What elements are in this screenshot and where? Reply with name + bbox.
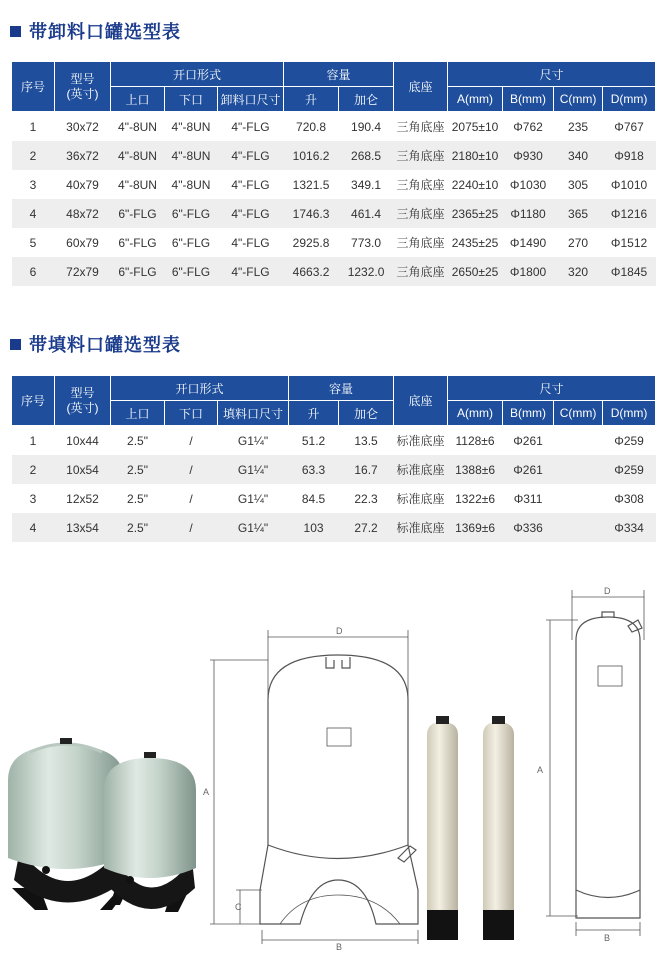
cell-top: 2.5" bbox=[111, 513, 165, 542]
discharge-tank-table bbox=[11, 61, 656, 286]
cell-bottom: / bbox=[165, 455, 218, 484]
cell-side: 4"-FLG bbox=[218, 141, 284, 170]
filling-tank-drawing bbox=[546, 590, 644, 936]
cell-model: 10x44 bbox=[66, 433, 99, 448]
header-size-group: 尺寸 bbox=[448, 62, 656, 87]
header-b: B(mm) bbox=[503, 401, 554, 426]
header-a: A(mm) bbox=[448, 401, 503, 426]
cell-b: Φ261 bbox=[513, 433, 543, 448]
cell-c: 320 bbox=[554, 257, 603, 286]
cell-liter: 63.3 bbox=[289, 455, 339, 484]
cell-a: 1369±6 bbox=[448, 513, 503, 542]
cell-liter: 84.5 bbox=[301, 491, 326, 506]
cell-liter: 103 bbox=[289, 513, 339, 542]
table-row bbox=[12, 112, 656, 142]
cell-side: G1¼" bbox=[218, 455, 289, 484]
cell-bottom: / bbox=[189, 491, 193, 506]
cell-side: 4"-FLG bbox=[218, 257, 284, 286]
header-capacity-group: 容量 bbox=[284, 62, 394, 87]
cell-side: 4"-FLG bbox=[218, 199, 284, 228]
cell-b: Φ336 bbox=[503, 513, 554, 542]
cell-bottom: 4"-8UN bbox=[171, 177, 211, 192]
header-b: B(mm) bbox=[503, 87, 554, 112]
table-row bbox=[12, 170, 656, 199]
cell-bottom: / bbox=[165, 513, 218, 542]
header-bottom: 下口 bbox=[165, 87, 218, 112]
cell-base: 三角底座 bbox=[394, 199, 448, 228]
cell-c: 270 bbox=[568, 235, 589, 250]
filling-tank-table bbox=[11, 375, 656, 542]
header-opening-group: 开口形式 bbox=[111, 62, 284, 87]
cell-top: 4"-8UN bbox=[118, 177, 157, 192]
cell-d: Φ918 bbox=[603, 141, 656, 170]
header-d: D(mm) bbox=[603, 401, 656, 426]
product-illustrations bbox=[0, 570, 665, 968]
cell-bottom: / bbox=[189, 433, 193, 448]
cell-d: Φ334 bbox=[603, 513, 656, 542]
table-row bbox=[12, 228, 656, 257]
cell-seq: 1 bbox=[29, 433, 37, 448]
cell-c bbox=[554, 513, 603, 542]
cell-b: Φ261 bbox=[503, 455, 554, 484]
cell-c: 365 bbox=[554, 199, 603, 228]
cell-base: 三角底座 bbox=[396, 120, 445, 134]
cell-a: 2075±10 bbox=[451, 119, 499, 134]
header-opening-group: 开口形式 bbox=[111, 376, 289, 401]
label-c: C bbox=[235, 902, 242, 912]
label-b: B bbox=[336, 942, 343, 952]
cell-model: 72x79 bbox=[55, 257, 111, 286]
header-base: 底座 bbox=[394, 376, 448, 426]
table-row bbox=[12, 426, 656, 456]
cell-side: 4"-FLG bbox=[231, 119, 270, 134]
cell-seq: 6 bbox=[12, 257, 55, 286]
section-2-title: 带填料口罐选型表 bbox=[29, 335, 181, 356]
section-2-heading bbox=[10, 331, 181, 357]
cell-base: 三角底座 bbox=[394, 257, 448, 286]
table-row bbox=[12, 141, 656, 170]
cell-c bbox=[554, 426, 603, 456]
cell-model: 60x79 bbox=[66, 235, 99, 250]
cell-gallon: 22.3 bbox=[354, 491, 378, 506]
cell-a: 2180±10 bbox=[448, 141, 503, 170]
cell-seq: 1 bbox=[29, 119, 37, 134]
cell-a: 1322±6 bbox=[455, 491, 496, 506]
cell-model: 48x72 bbox=[55, 199, 111, 228]
cell-side: G1¼" bbox=[237, 433, 269, 448]
cell-a: 2650±25 bbox=[448, 257, 503, 286]
cell-seq: 4 bbox=[12, 513, 55, 542]
cell-model: 13x54 bbox=[55, 513, 111, 542]
label-b: B bbox=[604, 933, 611, 943]
cell-seq: 2 bbox=[12, 141, 55, 170]
header-d: D(mm) bbox=[603, 87, 656, 112]
cell-base: 标准底座 bbox=[396, 492, 445, 506]
table-row bbox=[12, 484, 656, 513]
discharge-tank-drawing bbox=[210, 630, 418, 944]
cell-liter: 51.2 bbox=[301, 433, 326, 448]
cell-a: 2435±25 bbox=[451, 235, 499, 250]
cell-top: 6"-FLG bbox=[111, 257, 165, 286]
frp-tank-photo bbox=[8, 738, 196, 912]
cell-liter: 1016.2 bbox=[284, 141, 339, 170]
cell-top: 2.5" bbox=[111, 455, 165, 484]
cell-seq: 5 bbox=[29, 235, 37, 250]
cell-d: Φ1216 bbox=[603, 199, 656, 228]
label-a: A bbox=[537, 765, 544, 775]
cell-bottom: 6"-FLG bbox=[165, 257, 218, 286]
cell-b: Φ311 bbox=[513, 491, 543, 506]
cell-a: 1128±6 bbox=[455, 433, 495, 448]
cell-d: Φ767 bbox=[614, 119, 644, 134]
cell-c: 305 bbox=[568, 177, 589, 192]
cell-d: Φ308 bbox=[614, 491, 644, 506]
cell-b: Φ1800 bbox=[503, 257, 554, 286]
label-d: D bbox=[336, 626, 343, 636]
header-top: 上口 bbox=[111, 401, 165, 426]
cell-c: 340 bbox=[554, 141, 603, 170]
cell-gallon: 349.1 bbox=[351, 177, 382, 192]
cell-model: 40x79 bbox=[66, 177, 99, 192]
section-1-title: 带卸料口罐选型表 bbox=[29, 22, 181, 43]
cell-gallon: 461.4 bbox=[339, 199, 394, 228]
header-base: 底座 bbox=[394, 62, 448, 112]
cell-d: Φ259 bbox=[603, 455, 656, 484]
cell-b: Φ1490 bbox=[509, 235, 547, 250]
cell-bottom: 4"-8UN bbox=[171, 119, 211, 134]
header-capacity-group: 容量 bbox=[289, 376, 394, 401]
cell-top: 2.5" bbox=[127, 491, 148, 506]
header-model: 型号 (英寸) bbox=[55, 376, 111, 426]
cell-gallon: 13.5 bbox=[354, 433, 378, 448]
cell-a: 2365±25 bbox=[448, 199, 503, 228]
table-body bbox=[12, 112, 656, 287]
header-liter: 升 bbox=[284, 87, 339, 112]
cell-b: Φ930 bbox=[503, 141, 554, 170]
cell-model: 30x72 bbox=[66, 119, 99, 134]
cell-seq: 3 bbox=[29, 491, 37, 506]
cell-b: Φ1180 bbox=[503, 199, 554, 228]
cell-base: 标准底座 bbox=[396, 434, 445, 448]
cell-gallon: 190.4 bbox=[351, 119, 382, 134]
small-tank-photo bbox=[427, 716, 514, 940]
cell-b: Φ762 bbox=[513, 119, 543, 134]
cell-c bbox=[554, 484, 603, 513]
cell-base: 标准底座 bbox=[394, 455, 448, 484]
header-top: 上口 bbox=[111, 87, 165, 112]
cell-side: 4"-FLG bbox=[231, 177, 270, 192]
cell-base: 三角底座 bbox=[396, 236, 445, 250]
section-1-heading bbox=[10, 18, 181, 44]
cell-model: 12x52 bbox=[66, 491, 99, 506]
table-row bbox=[12, 257, 656, 286]
cell-liter: 1746.3 bbox=[284, 199, 339, 228]
cell-liter: 2925.8 bbox=[292, 235, 330, 250]
header-bottom: 下口 bbox=[165, 401, 218, 426]
cell-bottom: 6"-FLG bbox=[165, 199, 218, 228]
table-row bbox=[12, 513, 656, 542]
cell-top: 4"-8UN bbox=[118, 119, 157, 134]
cell-c bbox=[554, 455, 603, 484]
header-seq: 序号 bbox=[12, 62, 55, 112]
cell-d: Φ1010 bbox=[610, 177, 648, 192]
cell-side: 4"-FLG bbox=[231, 235, 270, 250]
cell-bottom: 6"-FLG bbox=[171, 235, 211, 250]
header-size-group: 尺寸 bbox=[448, 376, 656, 401]
cell-top: 6"-FLG bbox=[111, 199, 165, 228]
cell-base: 三角底座 bbox=[396, 178, 445, 192]
table-row bbox=[12, 455, 656, 484]
cell-model: 10x54 bbox=[55, 455, 111, 484]
heading-square-icon bbox=[10, 26, 21, 37]
header-a: A(mm) bbox=[448, 87, 503, 112]
header-c: C(mm) bbox=[554, 401, 603, 426]
cell-b: Φ1030 bbox=[509, 177, 547, 192]
cell-liter: 4663.2 bbox=[284, 257, 339, 286]
cell-top: 2.5" bbox=[127, 433, 148, 448]
cell-side: G1¼" bbox=[237, 491, 269, 506]
table-row bbox=[12, 199, 656, 228]
header-gallon: 加仑 bbox=[339, 401, 394, 426]
cell-side: G1¼" bbox=[218, 513, 289, 542]
cell-bottom: 4"-8UN bbox=[165, 141, 218, 170]
header-side: 卸料口尺寸 bbox=[218, 87, 284, 112]
cell-gallon: 16.7 bbox=[339, 455, 394, 484]
cell-seq: 2 bbox=[12, 455, 55, 484]
cell-a: 2240±10 bbox=[451, 177, 499, 192]
header-c: C(mm) bbox=[554, 87, 603, 112]
cell-top: 6"-FLG bbox=[118, 235, 157, 250]
cell-d: Φ1512 bbox=[610, 235, 648, 250]
cell-d: Φ259 bbox=[614, 433, 644, 448]
cell-gallon: 268.5 bbox=[339, 141, 394, 170]
cell-c: 235 bbox=[568, 119, 589, 134]
label-a: A bbox=[203, 787, 210, 797]
cell-a: 1388±6 bbox=[448, 455, 503, 484]
cell-seq: 3 bbox=[29, 177, 37, 192]
cell-liter: 1321.5 bbox=[292, 177, 330, 192]
cell-base: 三角底座 bbox=[394, 141, 448, 170]
cell-top: 4"-8UN bbox=[111, 141, 165, 170]
table-body bbox=[12, 426, 656, 543]
cell-gallon: 773.0 bbox=[351, 235, 382, 250]
cell-liter: 720.8 bbox=[296, 119, 327, 134]
header-seq: 序号 bbox=[12, 376, 55, 426]
cell-gallon: 27.2 bbox=[339, 513, 394, 542]
cell-base: 标准底座 bbox=[394, 513, 448, 542]
header-side: 填料口尺寸 bbox=[218, 401, 289, 426]
header-model: 型号 (英寸) bbox=[55, 62, 111, 112]
cell-model: 36x72 bbox=[55, 141, 111, 170]
header-gallon: 加仑 bbox=[339, 87, 394, 112]
cell-seq: 4 bbox=[12, 199, 55, 228]
cell-d: Φ1845 bbox=[603, 257, 656, 286]
label-d: D bbox=[604, 586, 611, 596]
cell-gallon: 1232.0 bbox=[339, 257, 394, 286]
header-liter: 升 bbox=[289, 401, 339, 426]
heading-square-icon bbox=[10, 339, 21, 350]
